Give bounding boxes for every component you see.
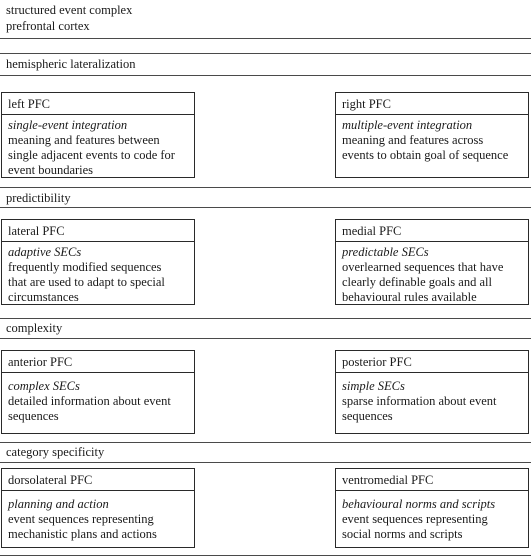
box-anterior-pfc [1, 350, 195, 434]
box-subtitle: planning and action [8, 497, 109, 511]
box-description: detailed information about event sequences [8, 394, 171, 423]
divider [0, 338, 531, 339]
box-separator [2, 372, 194, 373]
box-separator [2, 490, 194, 491]
box-region-label: posterior PFC [342, 355, 412, 369]
box-description: meaning and features between single adjacent events to code for event boundaries [8, 133, 175, 177]
box-posterior-pfc [335, 350, 529, 434]
box-region-label: dorsolateral PFC [8, 473, 93, 487]
box-description: frequently modified sequences that are used to adapt to special circumstances [8, 260, 165, 304]
box-body [342, 379, 522, 424]
divider [0, 462, 531, 463]
divider [0, 187, 531, 188]
box-medial-pfc [335, 219, 529, 305]
box-subtitle: behavioural norms and scripts [342, 497, 496, 511]
section-title-hemispheric-lateralization: hemispheric lateralization [6, 57, 136, 71]
box-subtitle: adaptive SECs [8, 245, 82, 259]
box-description: event sequences representing mechanistic plans and actions [8, 512, 157, 541]
box-description: meaning and features across events to obtain goal of sequence [342, 133, 509, 162]
box-separator [2, 241, 194, 242]
divider [0, 318, 531, 319]
box-region-label: left PFC [8, 97, 51, 111]
box-subtitle: predictable SECs [342, 245, 429, 259]
box-body [8, 497, 188, 542]
section-title-complexity: complexity [6, 321, 63, 335]
section-title-predictibility: predictibility [6, 191, 71, 205]
divider [0, 75, 531, 76]
box-description: overlearned sequences that have clearly definable goals and all behavioural rules available [342, 260, 504, 304]
box-separator [2, 114, 194, 115]
box-right-pfc [335, 92, 529, 178]
box-dorsolateral-pfc [1, 468, 195, 548]
box-description: event sequences representing social norms and scripts [342, 512, 488, 541]
box-body [8, 118, 188, 178]
section-title-category-specificity: category specificity [6, 445, 105, 459]
box-left-pfc [1, 92, 195, 178]
header-title: structured event complex [6, 3, 133, 17]
divider [0, 207, 531, 208]
box-subtitle: complex SECs [8, 379, 80, 393]
box-separator [336, 372, 528, 373]
box-body [342, 245, 522, 305]
divider [0, 38, 531, 39]
divider [0, 442, 531, 443]
box-separator [336, 114, 528, 115]
divider [0, 53, 531, 54]
box-subtitle: multiple-event integration [342, 118, 473, 132]
header-subtitle: prefrontal cortex [6, 19, 90, 33]
divider [0, 555, 531, 556]
box-region-label: ventromedial PFC [342, 473, 434, 487]
box-subtitle: simple SECs [342, 379, 405, 393]
box-body [8, 245, 188, 305]
box-separator [336, 490, 528, 491]
box-region-label: medial PFC [342, 224, 402, 238]
box-ventromedial-pfc [335, 468, 529, 548]
box-body [342, 118, 522, 163]
box-region-label: right PFC [342, 97, 391, 111]
box-lateral-pfc [1, 219, 195, 305]
box-body [342, 497, 522, 542]
box-region-label: anterior PFC [8, 355, 73, 369]
box-separator [336, 241, 528, 242]
box-description: sparse information about event sequences [342, 394, 497, 423]
box-subtitle: single-event integration [8, 118, 128, 132]
box-region-label: lateral PFC [8, 224, 65, 238]
box-body [8, 379, 188, 424]
